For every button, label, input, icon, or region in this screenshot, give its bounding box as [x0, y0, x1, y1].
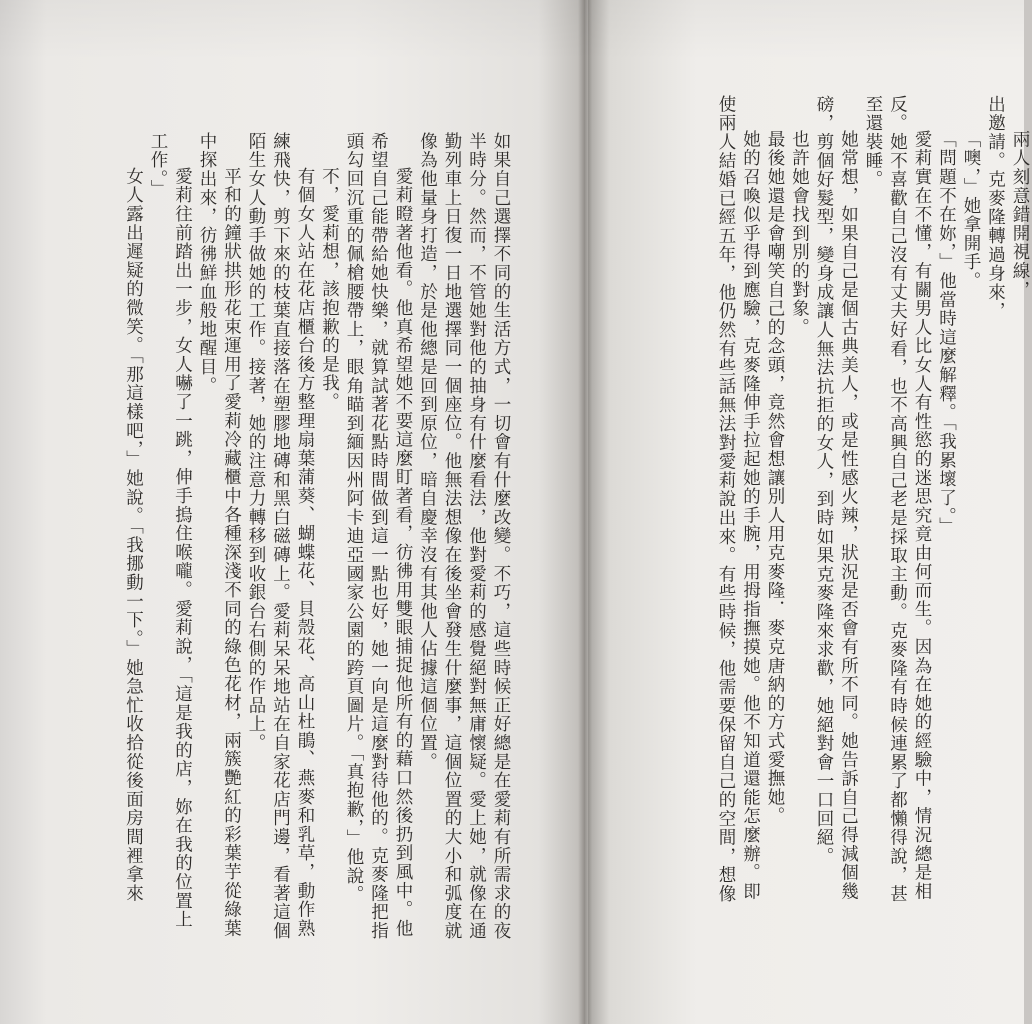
text-line: 練飛快，剪下來的枝葉直接落在塑膠地磚和黑白磁磚上。愛莉呆呆地站在自家花店門邊，看著這個 [270, 132, 291, 941]
text-line: 女人露出遲疑的微笑。「那這樣吧，」她說。「我挪動一下。」她急忙收拾從後面房間裡拿來 [123, 167, 144, 903]
right-page [588, 0, 1030, 1024]
text-line: 平和的鐘狀拱形花束運用了愛莉冷藏櫃中各種深淺不同的綠色花材，兩簇艷紅的彩葉芋從綠葉 [221, 167, 242, 938]
text-line: 陌生女人動手做她的工作。接著，她的注意力轉移到收銀台右側的作品上。 [246, 132, 266, 753]
text-line: 像為他量身打造，於是他總是回到原位，暗自慶幸沒有其他人佔據這個位置。 [417, 132, 438, 772]
text-line: 不，愛莉想，該抱歉的是我。 [319, 167, 340, 412]
text-line: 磅，剪個好髮型，變身成讓人無法抗拒的女人，到時如果克麥隆來求歡，她絕對會一口回絕。 [814, 95, 834, 866]
text-line: 中探出來，彷彿鮮血般地醒目。 [197, 132, 217, 396]
text-line: 「問題不在妳，」他當時這麼解釋。「我累壞了。」 [936, 130, 957, 537]
text-line: 兩人刻意錯開視線， [1010, 130, 1030, 300]
text-line: 「噢，」她拿開手。 [961, 130, 981, 291]
text-line: 反。她不喜歡自己沒有丈夫好看，也不高興自己老是採取主動。克麥隆有時候連累了都懶得說，甚 [887, 95, 908, 904]
text-line: 愛莉瞪著他看。他真希望她不要這麼盯著看，彷彿用雙眼捕捉他所有的藉口然後扔到風中。他 [393, 167, 413, 938]
text-line: 出邀請。克麥隆轉過身來， [985, 95, 1006, 321]
text-line: 半時分。然而，不管她對他的抽身有什麼看法，他對愛莉的感覺絕對無庸懷疑。愛上她，就像在通 [466, 132, 487, 941]
book-gutter [578, 0, 592, 1024]
text-line: 工作。」 [148, 132, 168, 199]
text-line: 她常想，如果自己是個古典美人，或是性感火辣，狀況是否會有所不同。她告訴自己得減個幾 [838, 130, 859, 901]
left-page-text [121, 132, 513, 992]
text-line: 愛莉實在不懂，有關男人比女人有性慾的迷思究竟由何而生。因為在她的經驗中，情況總是相 [912, 130, 932, 901]
text-line: 勤列車上日復一日地選擇同一個座位。他無法想像在後坐會發生什麼事，這個位置的大小和弧度就 [442, 132, 462, 941]
text-line: 希望自己能帶給她快樂，就算試著花點時間做到這一點也好，她一向是這麼對待他的。克麥隆把指 [368, 132, 389, 941]
text-line: 也許她會找到別的對象。 [789, 130, 810, 337]
text-line: 至還裝睡。 [863, 95, 883, 189]
text-line: 如果自己選擇不同的生活方式，一切會有什麼改變。不巧，這些時候正好總是在愛莉有所需求的夜 [491, 132, 511, 941]
right-page-text [714, 95, 1032, 995]
page-shadow [0, 0, 1024, 60]
text-line: 最後她還是會嘲笑自己的念頭，竟然會想讓別人用克麥隆．麥克唐納的方式愛撫她。 [765, 130, 785, 826]
text-line: 有個女人站在花店櫃台後方整理扇葉蒲葵、蝴蝶花、貝殼花、高山杜鵑、燕麥和乳草，動作熟 [295, 167, 315, 938]
text-line: 使兩人結婚已經五年，他仍然有些話無法對愛莉說出來。有些時候，他需要保留自己的空間，想像 [716, 95, 736, 904]
text-line: 愛莉往前踏出一步，女人嚇了一跳，伸手摀住喉嚨。愛莉說，「這是我的店，妳在我的位置上 [172, 167, 193, 930]
text-line: 頭勾回沉重的佩槍腰帶上，眼角瞄到緬因州阿卡迪亞國家公園的跨頁圖片。「真抱歉，」他說。 [344, 132, 364, 905]
text-line: 她的召喚似乎得到應驗，克麥隆伸手拉起她的手腕，用拇指撫摸她。他不知道還能怎麼辦。即 [740, 130, 761, 901]
